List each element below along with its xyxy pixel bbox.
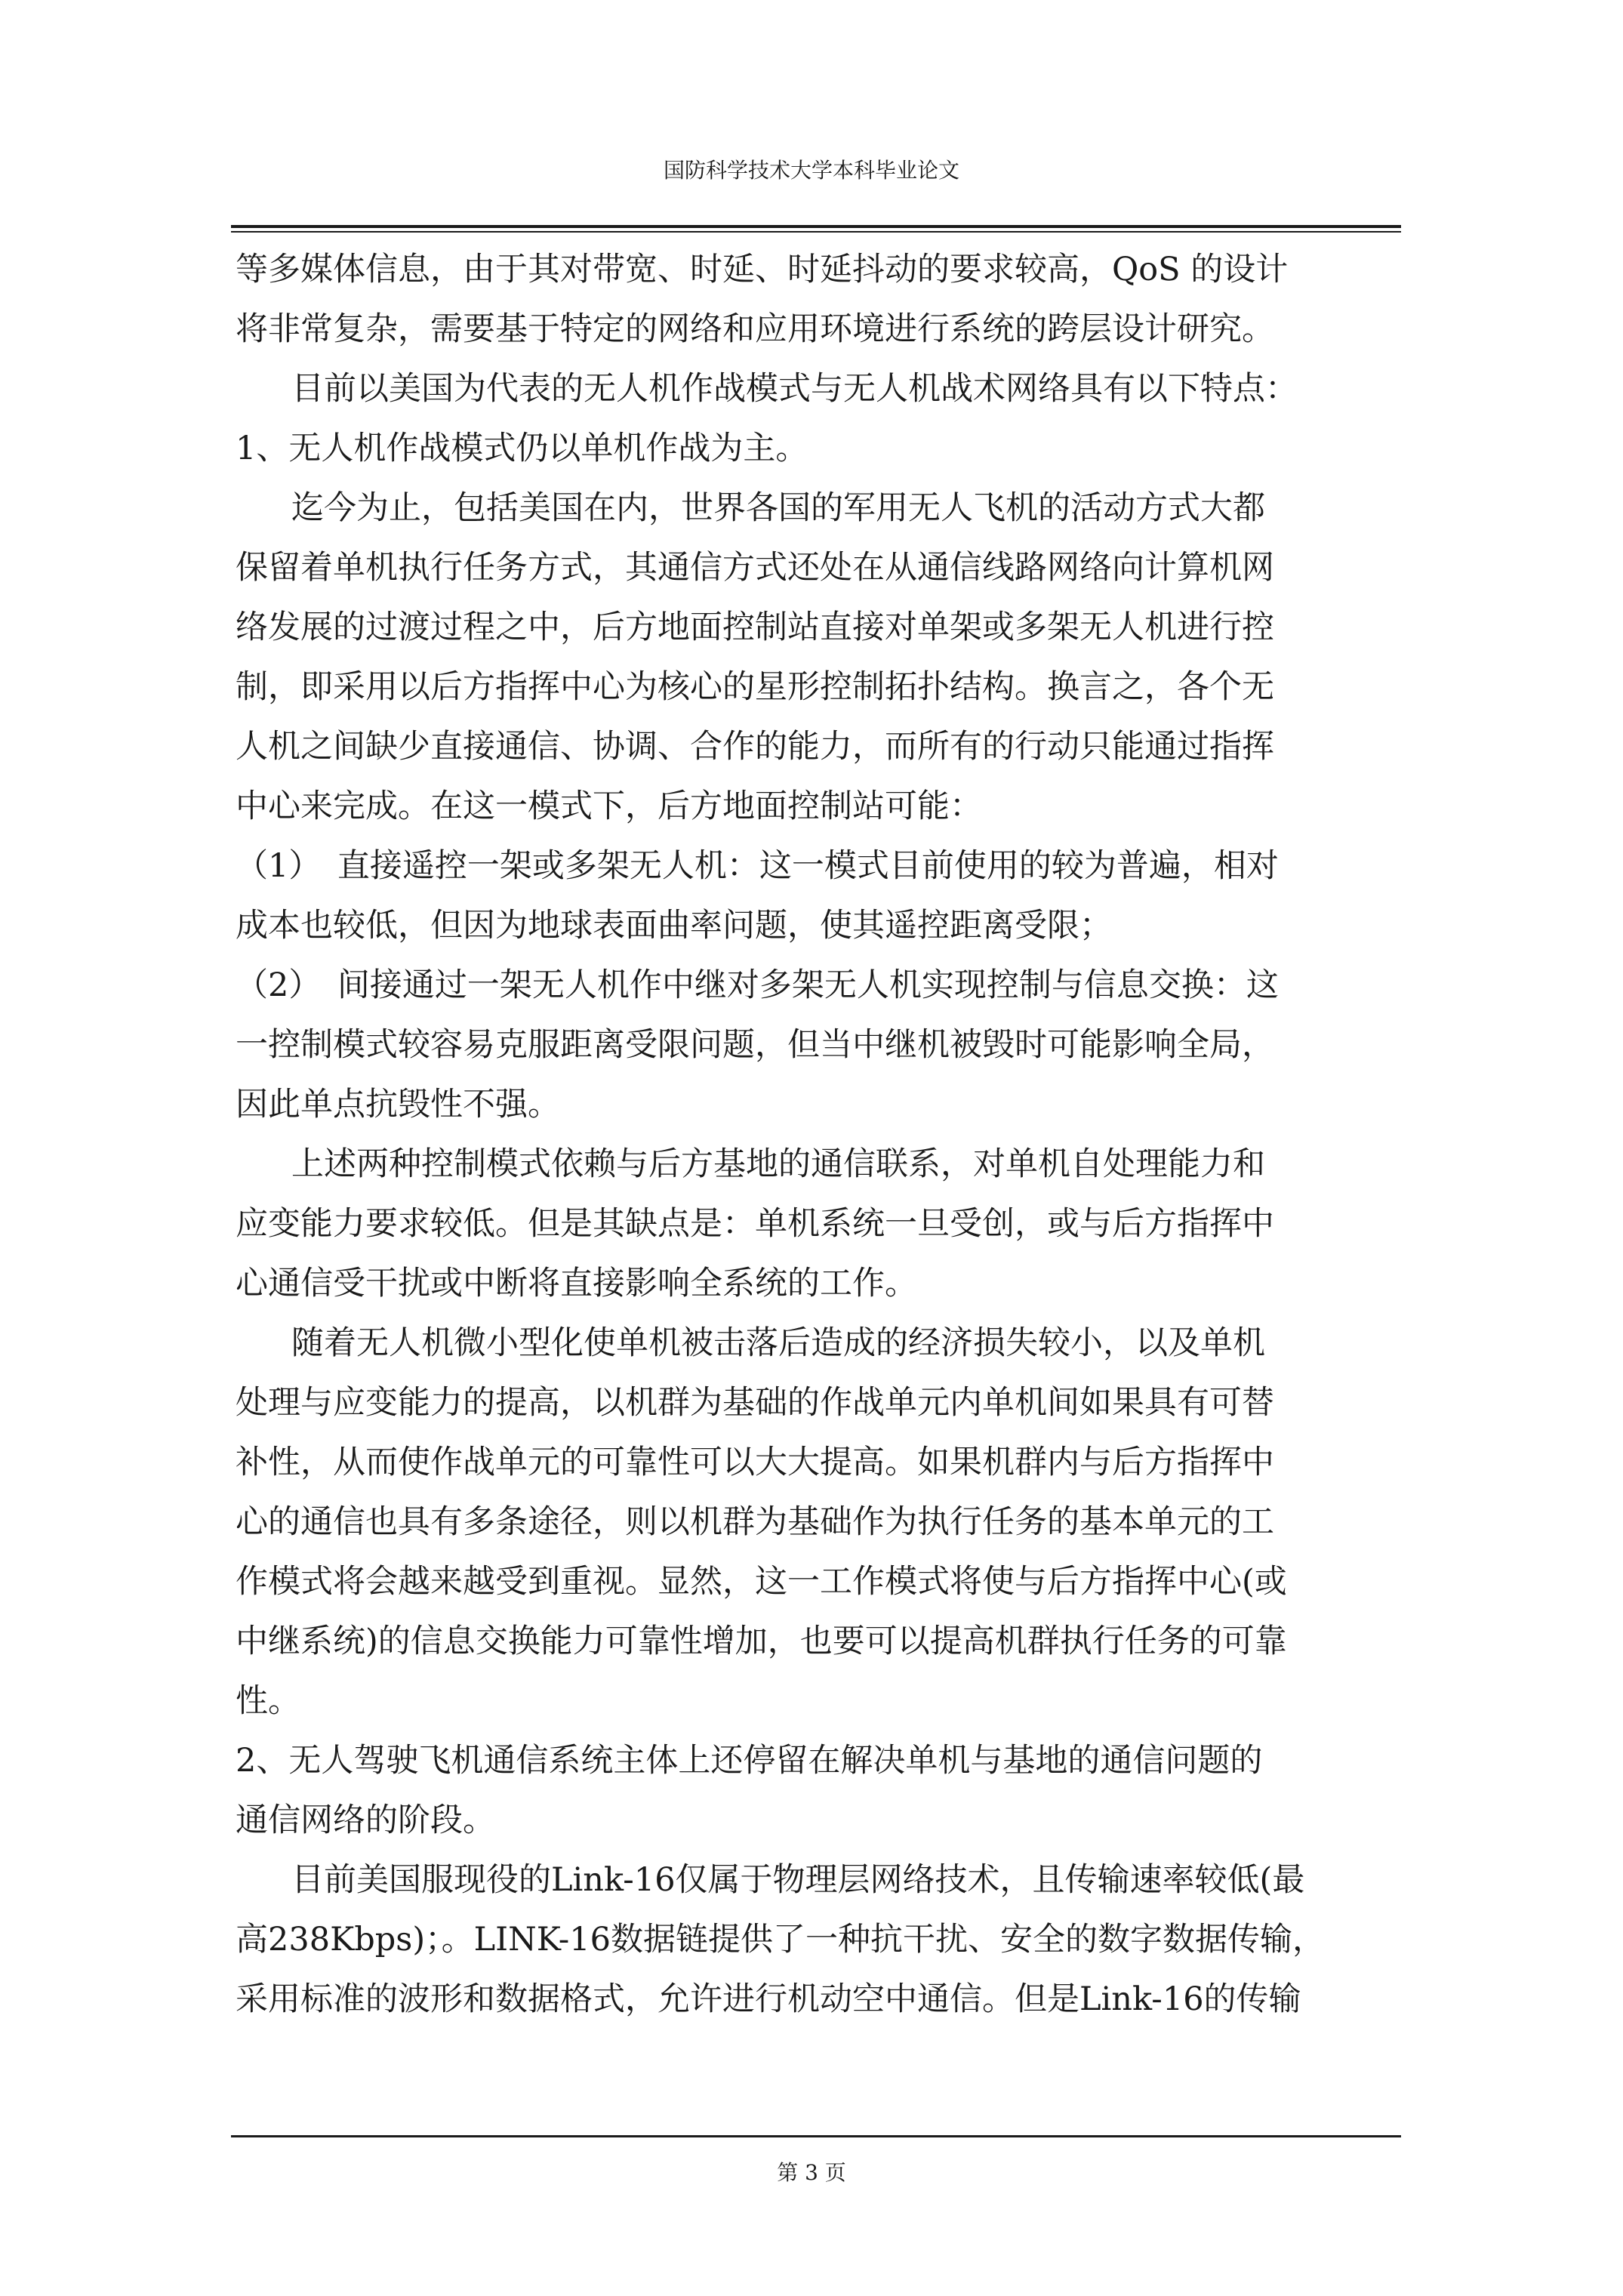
text-line: 一控制模式较容易克服距离受限问题，但当中继机被毁时可能影响全局，	[236, 1026, 1274, 1064]
text-line: 迄今为止，包括美国在内，世界各国的军用无人飞机的活动方式大都	[291, 489, 1265, 527]
footer-rule	[231, 2135, 1401, 2137]
text-line: 心通信受干扰或中断将直接影响全系统的工作。	[236, 1265, 917, 1302]
text-line: 人机之间缺少直接通信、协调、合作的能力，而所有的行动只能通过指挥	[236, 728, 1274, 766]
text-line: 成本也较低，但因为地球表面曲率问题，使其遥控距离受限；	[236, 907, 1112, 945]
text-line: 2、无人驾驶飞机通信系统主体上还停留在解决单机与基地的通信问题的	[236, 1742, 1263, 1780]
text-line: 补性，从而使作战单元的可靠性可以大大提高。如果机群内与后方指挥中	[236, 1444, 1274, 1481]
text-line: 通信网络的阶段。	[236, 1801, 495, 1839]
text-line: 应变能力要求较低。但是其缺点是：单机系统一旦受创，或与后方指挥中	[236, 1205, 1274, 1243]
text-line: 性。	[236, 1682, 300, 1720]
text-line: 中继系统)的信息交换能力可靠性增加，也要可以提高机群执行任务的可靠	[236, 1623, 1287, 1660]
text-line: 心的通信也具有多条途径，则以机群为基础作为执行任务的基本单元的工	[236, 1503, 1274, 1541]
body-text	[236, 240, 1402, 2029]
header-rule-thick	[231, 225, 1401, 228]
text-line: 上述两种控制模式依赖与后方基地的通信联系，对单机自处理能力和	[291, 1145, 1265, 1183]
text-line: 目前以美国为代表的无人机作战模式与无人机战术网络具有以下特点：	[291, 370, 1298, 408]
text-line: 1、无人机作战模式仍以单机作战为主。	[236, 430, 808, 467]
text-line: 随着无人机微小型化使单机被击落后造成的经济损失较小，以及单机	[291, 1324, 1265, 1362]
text-line: 目前美国服现役的Link-16仅属于物理层网络技术，且传输速率较低(最	[291, 1861, 1305, 1899]
text-line: （2） 间接通过一架无人机作中继对多架无人机实现控制与信息交换：这	[236, 966, 1279, 1004]
page-number: 第 3 页	[777, 2160, 846, 2185]
text-line: 络发展的过渡过程之中，后方地面控制站直接对单架或多架无人机进行控	[236, 609, 1274, 646]
text-line: 采用标准的波形和数据格式，允许进行机动空中通信。但是Link-16的传输	[236, 1980, 1301, 2018]
text-line: 等多媒体信息，由于其对带宽、时延、时延抖动的要求较高，QoS 的设计	[236, 251, 1289, 288]
text-line: 因此单点抗毁性不强。	[236, 1086, 560, 1123]
text-line: 保留着单机执行任务方式，其通信方式还处在从通信线路网络向计算机网	[236, 549, 1274, 587]
running-header: 国防科学技术大学本科毕业论文	[663, 158, 959, 183]
text-line: 中心来完成。在这一模式下，后方地面控制站可能：	[236, 787, 982, 825]
text-line: （1） 直接遥控一架或多架无人机：这一模式目前使用的较为普遍，相对	[236, 847, 1279, 885]
header-rule-thin	[231, 231, 1401, 233]
text-line: 处理与应变能力的提高，以机群为基础的作战单元内单机间如果具有可替	[236, 1384, 1274, 1422]
text-line: 作模式将会越来越受到重视。显然，这一工作模式将使与后方指挥中心(或	[236, 1563, 1287, 1601]
text-line: 高238Kbps)；。LINK-16数据链提供了一种抗干扰、安全的数字数据传输，	[236, 1921, 1325, 1959]
text-line: 制，即采用以后方指挥中心为核心的星形控制拓扑结构。换言之，各个无	[236, 668, 1274, 706]
text-line: 将非常复杂，需要基于特定的网络和应用环境进行系统的跨层设计研究。	[236, 310, 1274, 348]
